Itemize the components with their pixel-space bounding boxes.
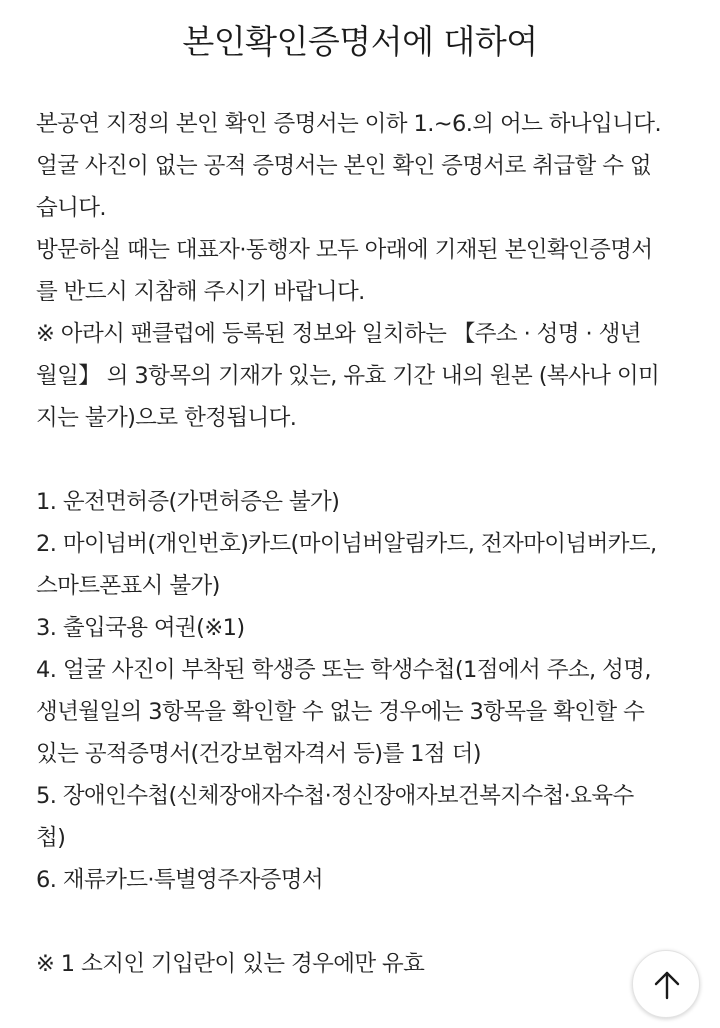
scroll-to-top-button[interactable] [632,950,700,1018]
list-item: 첩) [36,825,66,851]
page-title: 본인확인증명서에 대하여 [182,22,538,61]
intro-line: 습니다. [36,195,106,221]
intro-line: 방문하실 때는 대표자·동행자 모두 아래에 기재된 본인확인증명서 [36,237,653,263]
arrow-up-icon [652,969,682,1001]
list-item: 스마트폰표시 불가) [36,573,220,599]
intro-line: 본공연 지정의 본인 확인 증명서는 이하 1.~6.의 어느 하나입니다. [36,111,661,137]
list-item: 4. 얼굴 사진이 부착된 학생증 또는 학생수첩(1점에서 주소, 성명, [36,657,651,683]
list-item: 2. 마이넘버(개인번호)카드(마이넘버알림카드, 전자마이넘버카드, [36,531,657,557]
intro-line: 얼굴 사진이 없는 공적 증명서는 본인 확인 증명서로 취급할 수 없 [36,153,652,179]
intro-line: 월일】 의 3항목의 기재가 있는, 유효 기간 내의 원본 (복사나 이미 [36,363,660,389]
list-item: 생년월일의 3항목을 확인할 수 없는 경우에는 3항목을 확인할 수 [36,699,645,725]
footnote: ※ 1 소지인 기입란이 있는 경우에만 유효 [36,951,425,977]
list-item: 6. 재류카드·특별영주자증명서 [36,867,323,893]
list-item: 있는 공적증명서(건강보험자격서 등)를 1점 더) [36,741,481,767]
intro-line: 를 반드시 지참해 주시기 바랍니다. [36,279,365,305]
intro-line: ※ 아라시 팬클럽에 등록된 정보와 일치하는 【주소 · 성명 · 생년 [36,321,641,347]
list-item: 3. 출입국용 여권(※1) [36,615,245,641]
list-item: 5. 장애인수첩(신체장애자수첩·정신장애자보건복지수첩·요육수 [36,783,634,809]
intro-line: 지는 불가)으로 한정됩니다. [36,405,297,431]
list-item: 1. 운전면허증(가면허증은 불가) [36,489,340,515]
